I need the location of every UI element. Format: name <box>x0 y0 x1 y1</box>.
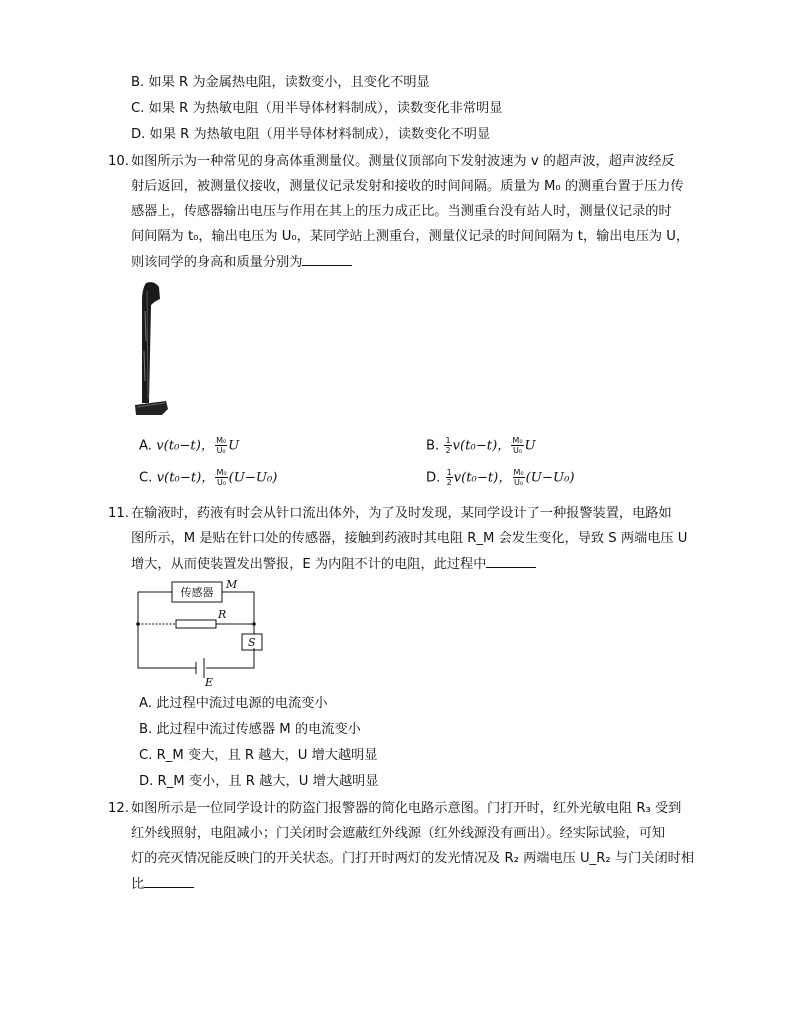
q11-option-d: D. R_M 变小，且 R 越大，U 增大越明显 <box>139 774 379 789</box>
q11-option-a: A. 此过程中流过电源的电流变小 <box>139 696 328 711</box>
q10-c-expr: v(t₀−t)， <box>156 470 215 486</box>
fraction-numerator: M₀ <box>216 436 227 445</box>
fraction <box>513 468 525 487</box>
q10-option-c <box>139 468 277 488</box>
junction-dot <box>136 622 140 626</box>
q9-option-d: D. 如果 R 为热敏电阻（用半导体材料制成），读数变化不明显 <box>131 127 491 142</box>
q11-number: 11. <box>108 506 129 521</box>
fraction-numerator: 1 <box>446 468 452 477</box>
q10-option-a <box>139 436 239 456</box>
fraction-denominator: U₀ <box>512 446 522 455</box>
q12-line-1: 如图所示是一位同学设计的防盗门报警器的简化电路示意图。门打开时，红外光敏电阻 R₃ 受到 <box>131 801 682 816</box>
fraction <box>511 436 523 455</box>
m-label: M <box>226 578 238 591</box>
fraction-numerator: M₀ <box>216 468 227 477</box>
q10-c-label: C. <box>139 470 153 486</box>
answer-blank <box>486 555 536 568</box>
fraction-half <box>446 468 453 487</box>
q10-line-5-text: 则该同学的身高和质量分别为 <box>131 255 303 270</box>
height-scale-image <box>132 281 172 419</box>
q10-line-4: 间间隔为 t₀，输出电压为 U₀，某同学站上测重台，测量仪记录的时间间隔为 t，输出电压为 U， <box>131 229 690 244</box>
fraction-denominator: U₀ <box>216 446 226 455</box>
q10-b-tail: U <box>524 438 536 454</box>
q12-line-4 <box>131 875 194 894</box>
e-label: E <box>205 676 214 688</box>
q10-c-tail: (U−U₀) <box>228 470 278 486</box>
q10-a-tail: U <box>228 438 240 454</box>
q11-line-2: 图所示，M 是贴在针口处的传感器，接触到药液时其电阻 R_M 会发生变化，导致 S 两端电压 U <box>131 531 688 546</box>
q10-a-label: A. <box>139 438 152 454</box>
q12-number: 12. <box>108 801 129 816</box>
q9-option-b: B. 如果 R 为金属热电阻，读数变小，且变化不明显 <box>131 75 430 90</box>
fraction-denominator: U₀ <box>217 478 227 487</box>
q11-line-3 <box>131 555 536 574</box>
q10-b-label: B. <box>426 438 440 454</box>
fraction <box>215 436 227 455</box>
q9-option-c: C. 如果 R 为热敏电阻（用半导体材料制成），读数变化非常明显 <box>131 101 503 116</box>
q11-line-3-text: 增大，从而使装置发出警报，E 为内阻不计的电阻，此过程中 <box>131 557 487 572</box>
fraction-half <box>444 436 451 455</box>
q11-circuit-diagram <box>130 576 270 688</box>
q10-d-label: D. <box>426 470 441 486</box>
fraction-numerator: M₀ <box>513 468 524 477</box>
q10-option-b <box>426 436 536 456</box>
r-label: R <box>218 608 227 621</box>
q12-line-3: 灯的亮灭情况能反映门的开关状态。门打开时两灯的发光情况及 R₂ 两端电压 U_R₂ 与门关闭时相 <box>131 851 695 866</box>
answer-blank <box>302 253 352 266</box>
q11-option-c: C. R_M 变大，且 R 越大，U 增大越明显 <box>139 748 378 763</box>
q10-line-2: 射后返回，被测量仪接收，测量仪记录发射和接收的时间间隔。质量为 M₀ 的测重台置于压力传 <box>131 179 684 194</box>
fraction <box>215 468 227 487</box>
fraction-numerator: 1 <box>445 436 451 445</box>
q10-d-expr: v(t₀−t)， <box>453 470 512 486</box>
q12-line-2: 红外线照射，电阻减小；门关闭时会遮蔽红外线源（红外线源没有画出）。经实际试验，可知 <box>131 826 666 841</box>
q10-option-d <box>426 468 575 488</box>
q10-line-5 <box>131 253 352 272</box>
q10-line-3: 感器上，传感器输出电压与作用在其上的压力成正比。当测重台没有站人时，测量仪记录的时 <box>131 204 672 219</box>
fraction-denominator: U₀ <box>514 478 524 487</box>
fraction-denominator: 2 <box>445 446 451 455</box>
q10-b-expr: v(t₀−t)， <box>452 438 511 454</box>
sensor-label: 传感器 <box>180 586 214 599</box>
q10-d-tail: (U−U₀) <box>525 470 575 486</box>
q10-a-expr: v(t₀−t)， <box>156 438 215 454</box>
q11-option-b: B. 此过程中流过传感器 M 的电流变小 <box>139 722 361 737</box>
fraction-numerator: M₀ <box>512 436 523 445</box>
junction-dot <box>252 622 256 626</box>
answer-blank <box>144 875 194 888</box>
q12-line-4-text: 比 <box>131 877 145 892</box>
q11-line-1: 在输液时，药液有时会从针口流出体外，为了及时发现，某同学设计了一种报警装置，电路如 <box>131 506 672 521</box>
q10-number: 10. <box>108 154 129 169</box>
s-label: S <box>248 636 256 649</box>
fraction-denominator: 2 <box>446 478 452 487</box>
q10-line-1: 如图所示为一种常见的身高体重测量仪。测量仪顶部向下发射波速为 v 的超声波，超声波经反 <box>131 154 675 169</box>
